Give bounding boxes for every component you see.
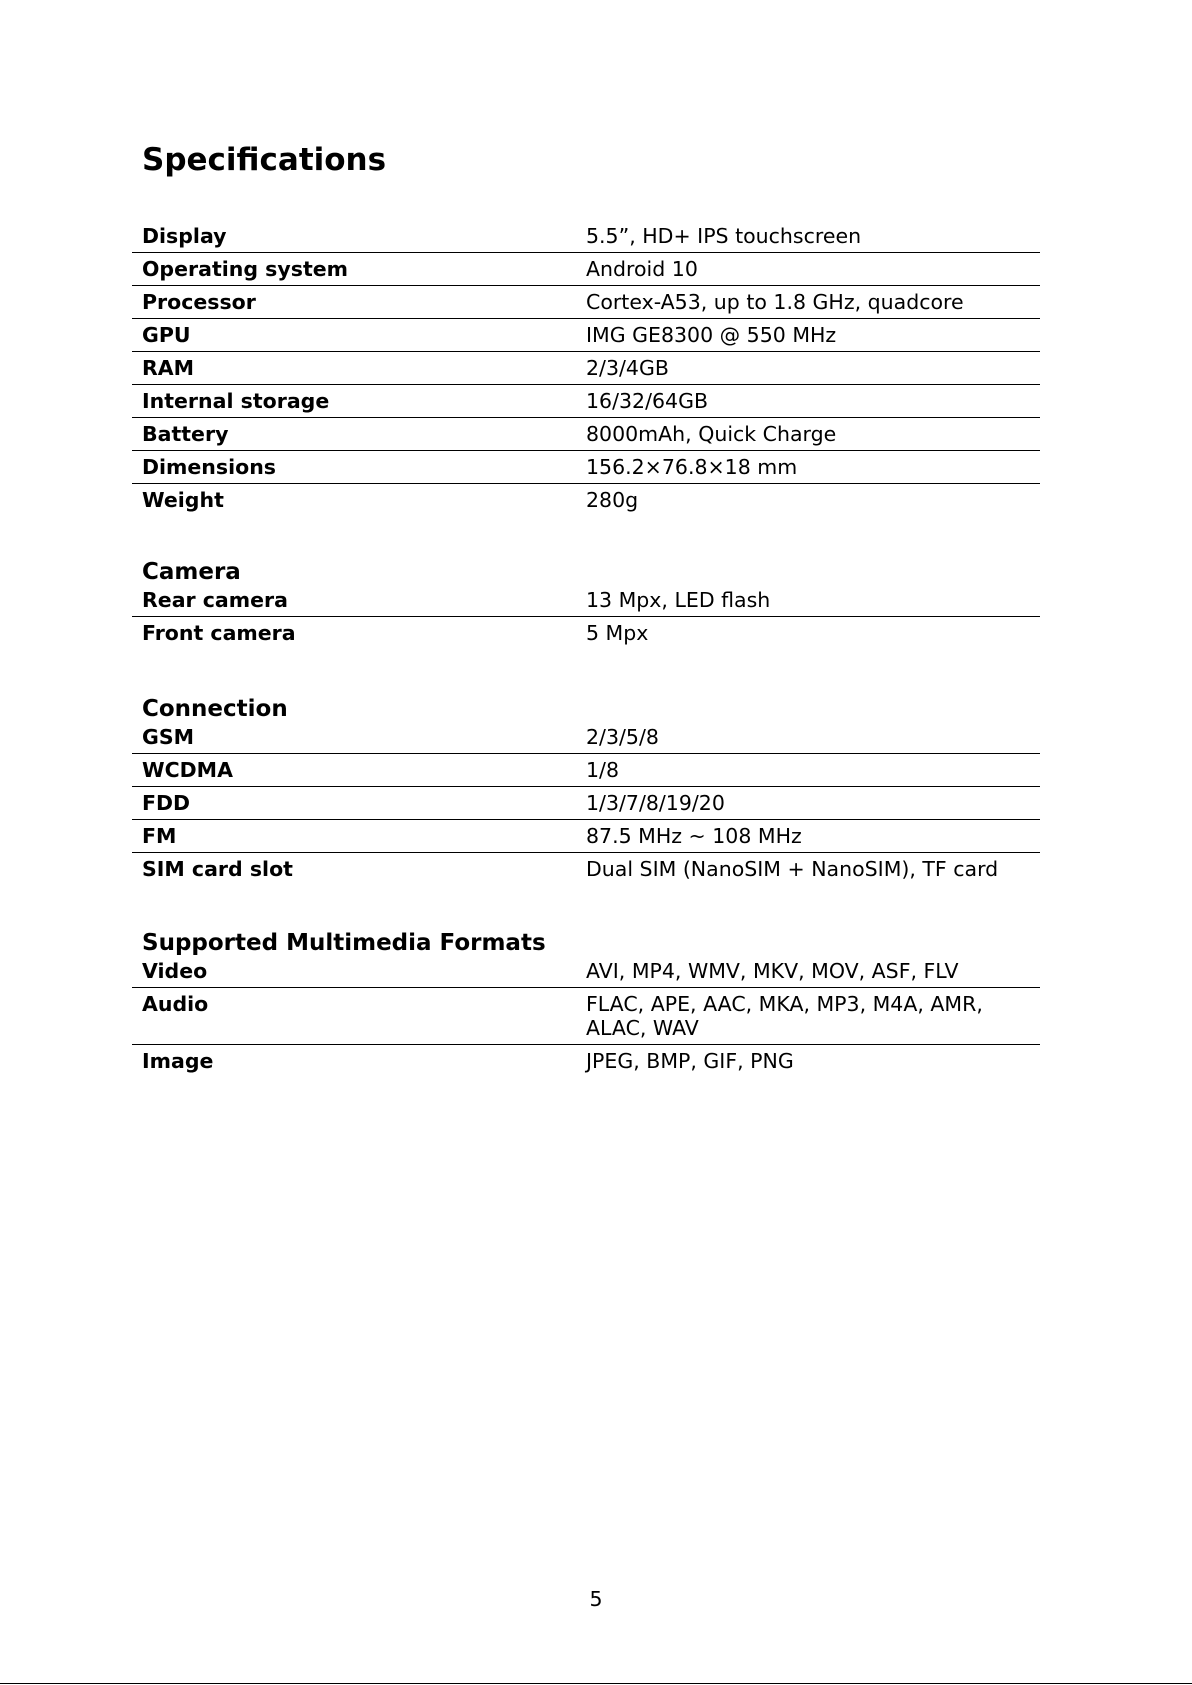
spec-value: FLAC, APE, AAC, MKA, MP3, M4A, AMR, ALAC, WAV [586, 992, 983, 1040]
spec-value: 87.5 MHz ~ 108 MHz [586, 824, 802, 848]
spec-value: 156.2×76.8×18 mm [586, 455, 798, 479]
spec-value: Dual SIM (NanoSIM + NanoSIM), TF card [586, 857, 999, 881]
spec-label: Video [142, 959, 208, 983]
spec-value: 2/3/5/8 [586, 725, 659, 749]
spec-label: GPU [142, 323, 191, 347]
spec-value: 5.5”, HD+ IPS touchscreen [586, 224, 862, 248]
spec-label: Rear camera [142, 588, 288, 612]
spec-row-operating-system [132, 253, 1040, 286]
spec-row-dimensions [132, 451, 1040, 484]
spec-row-processor [132, 286, 1040, 319]
spec-value: AVI, MP4, WMV, MKV, MOV, ASF, FLV [586, 959, 959, 983]
spec-value: JPEG, BMP, GIF, PNG [586, 1049, 794, 1073]
camera-spec-section [132, 556, 1040, 649]
spec-label: Display [142, 224, 227, 248]
spec-label: GSM [142, 725, 194, 749]
spec-value: 2/3/4GB [586, 356, 669, 380]
spec-row-fdd [132, 787, 1040, 820]
spec-row-ram [132, 352, 1040, 385]
spec-value: 280g [586, 488, 639, 512]
spec-row-image [132, 1045, 1040, 1077]
spec-row-gsm [132, 725, 1040, 754]
spec-label: Dimensions [142, 455, 277, 479]
spec-value: IMG GE8300 @ 550 MHz [586, 323, 837, 347]
page-number: 5 [589, 1587, 603, 1611]
spec-row-fm [132, 820, 1040, 853]
multimedia-spec-section [132, 927, 1040, 1077]
spec-row-sim-card-slot [132, 853, 1040, 885]
section-title-camera: Camera [142, 559, 241, 585]
spec-row-rear-camera [132, 588, 1040, 617]
general-spec-table [132, 224, 1040, 516]
spec-row-battery [132, 418, 1040, 451]
spec-row-internal-storage [132, 385, 1040, 418]
spec-value: 5 Mpx [586, 621, 649, 645]
spec-label: WCDMA [142, 758, 233, 782]
spec-label: Battery [142, 422, 229, 446]
spec-label: Weight [142, 488, 224, 512]
spec-value: Cortex-A53, up to 1.8 GHz, quadcore [586, 290, 964, 314]
spec-value: Android 10 [586, 257, 698, 281]
spec-value: 16/32/64GB [586, 389, 709, 413]
spec-label: RAM [142, 356, 195, 380]
spec-row-wcdma [132, 754, 1040, 787]
spec-label: Audio [142, 992, 209, 1016]
spec-label: FDD [142, 791, 191, 815]
spec-row-audio [132, 988, 1040, 1045]
connection-spec-section [132, 693, 1040, 885]
spec-label: FM [142, 824, 177, 848]
spec-value: 13 Mpx, LED flash [586, 588, 771, 612]
spec-value: 1/8 [586, 758, 619, 782]
footer-rule [0, 1683, 1192, 1684]
spec-row-weight [132, 484, 1040, 516]
spec-label: Operating system [142, 257, 349, 281]
page-title: Specifications [142, 142, 387, 178]
spec-row-video [132, 959, 1040, 988]
spec-value: 1/3/7/8/19/20 [586, 791, 725, 815]
spec-row-front-camera [132, 617, 1040, 649]
spec-label: SIM card slot [142, 857, 293, 881]
section-title-connection: Connection [142, 696, 288, 722]
spec-label: Image [142, 1049, 214, 1073]
spec-row-gpu [132, 319, 1040, 352]
spec-row-display [132, 224, 1040, 253]
spec-label: Front camera [142, 621, 296, 645]
section-title-multimedia: Supported Multimedia Formats [142, 930, 546, 956]
spec-label: Processor [142, 290, 256, 314]
spec-value: 8000mAh, Quick Charge [586, 422, 837, 446]
spec-label: Internal storage [142, 389, 330, 413]
